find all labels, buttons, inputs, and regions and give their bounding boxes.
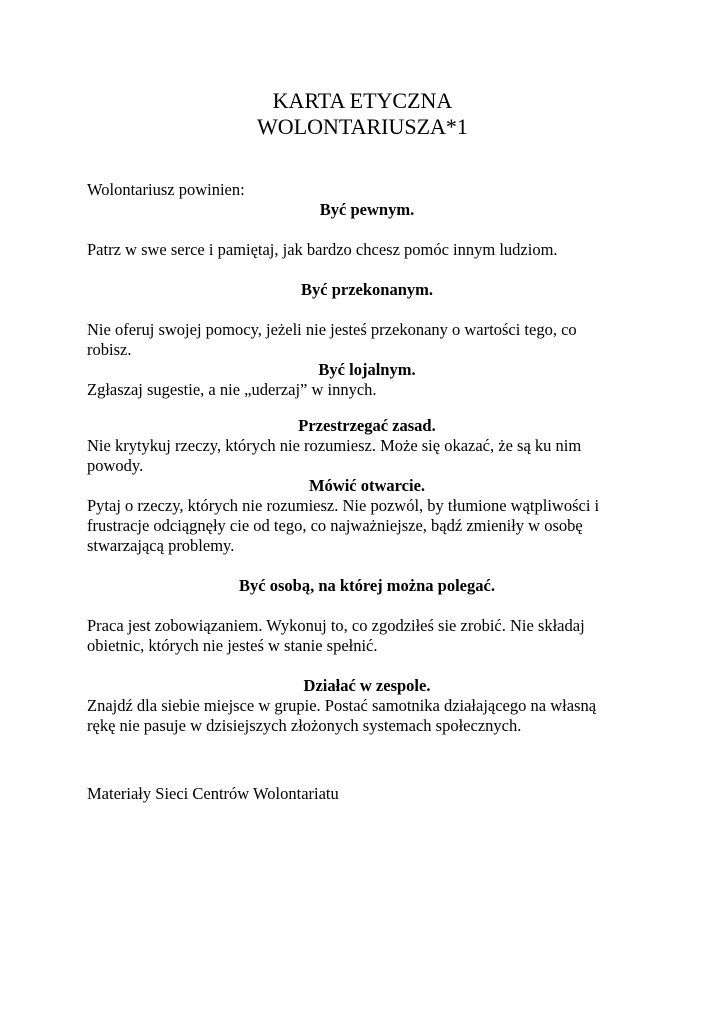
section-heading: Być pewnym. <box>319 200 415 219</box>
section-heading: Przestrzegać zasad. <box>298 416 436 435</box>
section-text: stwarzającą problemy. <box>87 536 235 555</box>
section-heading: Być przekonanym. <box>301 280 433 299</box>
section-text: obietnic, których nie jesteś w stanie spełnić. <box>87 636 378 655</box>
document-body <box>87 180 647 736</box>
section-text: Praca jest zobowiązaniem. Wykonuj to, co zgodziłeś sie zrobić. Nie składaj <box>87 616 585 635</box>
footer-source: Materiały Sieci Centrów Wolontariatu <box>87 784 339 803</box>
section-text: Zgłaszaj sugestie, a nie „uderzaj” w innych. <box>87 380 377 399</box>
section-heading: Być osobą, na której można polegać. <box>239 576 495 595</box>
section-text: rękę nie pasuje w dzisiejszych złożonych systemach społecznych. <box>87 716 522 735</box>
document-title-line-2: WOLONTARIUSZA*1 <box>257 114 468 139</box>
section-heading: Działać w zespole. <box>303 676 431 695</box>
section-text: Znajdź dla siebie miejsce w grupie. Postać samotnika działającego na własną <box>87 696 597 715</box>
section-text: Nie oferuj swojej pomocy, jeżeli nie jesteś przekonany o wartości tego, co <box>87 320 577 339</box>
section-text: Pytaj o rzeczy, których nie rozumiesz. Nie pozwól, by tłumione wątpliwości i <box>87 496 600 515</box>
section-text: robisz. <box>87 340 132 359</box>
section-heading: Być lojalnym. <box>318 360 416 379</box>
section-text: Patrz w swe serce i pamiętaj, jak bardzo chcesz pomóc innym ludziom. <box>87 240 558 259</box>
document-title-line-1: KARTA ETYCZNA <box>272 88 453 113</box>
section-text: powody. <box>87 456 144 475</box>
section-text: Nie krytykuj rzeczy, których nie rozumiesz. Może się okazać, że są ku nim <box>87 436 582 455</box>
intro-text: Wolontariusz powinien: <box>87 180 245 199</box>
section-heading: Mówić otwarcie. <box>308 476 426 495</box>
section-text: frustracje odciągnęły cie od tego, co najważniejsze, bądź zmieniły w osobę <box>87 516 583 535</box>
